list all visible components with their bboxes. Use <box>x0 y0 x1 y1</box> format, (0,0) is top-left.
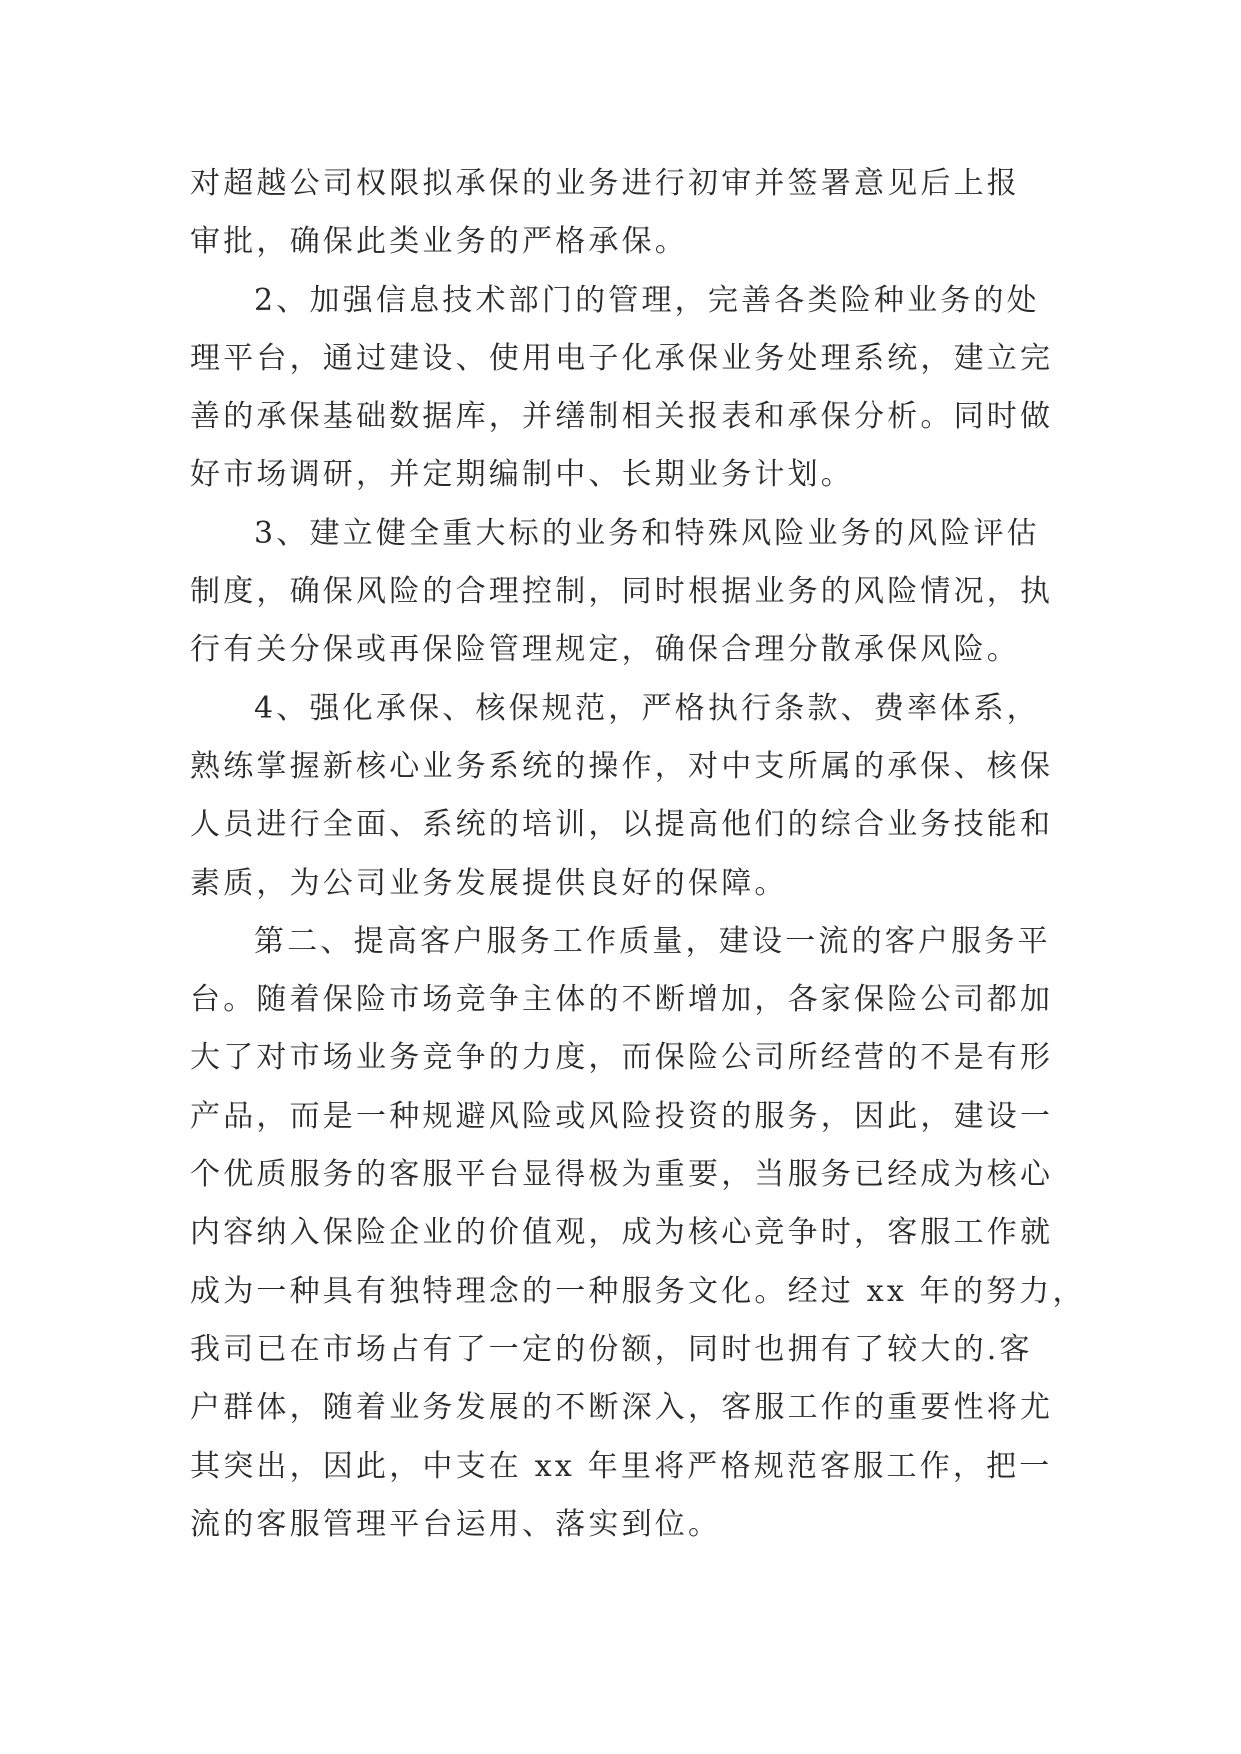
text-line: 4、强化承保、核保规范，严格执行条款、费率体系， <box>254 690 1040 726</box>
text-line: 产品，而是一种规避风险或风险投资的服务，因此，建设一 <box>190 1098 1054 1134</box>
text-line: 熟练掌握新核心业务系统的操作，对中支所属的承保、核保 <box>190 748 1054 784</box>
text-line: 个优质服务的客服平台显得极为重要，当服务已经成为核心 <box>190 1157 1054 1193</box>
text-line: 理平台，通过建设、使用电子化承保业务处理系统，建立完 <box>190 340 1054 376</box>
text-line: 善的承保基础数据库，并缮制相关报表和承保分析。同时做 <box>190 399 1054 435</box>
text-line: 流的客服管理平台运用、落实到位。 <box>190 1506 722 1542</box>
text-line: 内容纳入保险企业的价值观，成为核心竞争时，客服工作就 <box>190 1215 1054 1251</box>
text-line: 2、加强信息技术部门的管理，完善各类险种业务的处 <box>254 282 1040 318</box>
text-line: 大了对市场业务竞争的力度，而保险公司所经营的不是有形 <box>190 1040 1054 1076</box>
text-line: 行有关分保或再保险管理规定，确保合理分散承保风险。 <box>190 632 1020 668</box>
text-line: 其突出，因此，中支在 xx 年里将严格规范客服工作，把一 <box>190 1448 1053 1484</box>
text-line: 3、建立健全重大标的业务和特殊风险业务的风险评估 <box>254 515 1040 551</box>
text-line: 好市场调研，并定期编制中、长期业务计划。 <box>190 457 854 493</box>
text-line: 台。随着保险市场竞争主体的不断增加，各家保险公司都加 <box>190 982 1054 1018</box>
text-line: 户群体，随着业务发展的不断深入，客服工作的重要性将尤 <box>190 1390 1054 1426</box>
text-line: 素质，为公司业务发展提供良好的保障。 <box>190 865 788 901</box>
text-line: 制度，确保风险的合理控制，同时根据业务的风险情况，执 <box>190 574 1054 610</box>
text-line: 审批，确保此类业务的严格承保。 <box>190 224 688 260</box>
document-body <box>190 155 1086 1554</box>
text-line: 第二、提高客户服务工作质量，建设一流的客户服务平 <box>254 923 1051 959</box>
text-line: 人员进行全面、系统的培训，以提高他们的综合业务技能和 <box>190 807 1054 843</box>
text-line: 成为一种具有独特理念的一种服务文化。经过 xx 年的努力， <box>190 1273 1086 1309</box>
text-line: 我司已在市场占有了一定的份额，同时也拥有了较大的.客 <box>190 1331 1033 1367</box>
text-line: 对超越公司权限拟承保的业务进行初审并签署意见后上报 <box>190 166 1020 201</box>
